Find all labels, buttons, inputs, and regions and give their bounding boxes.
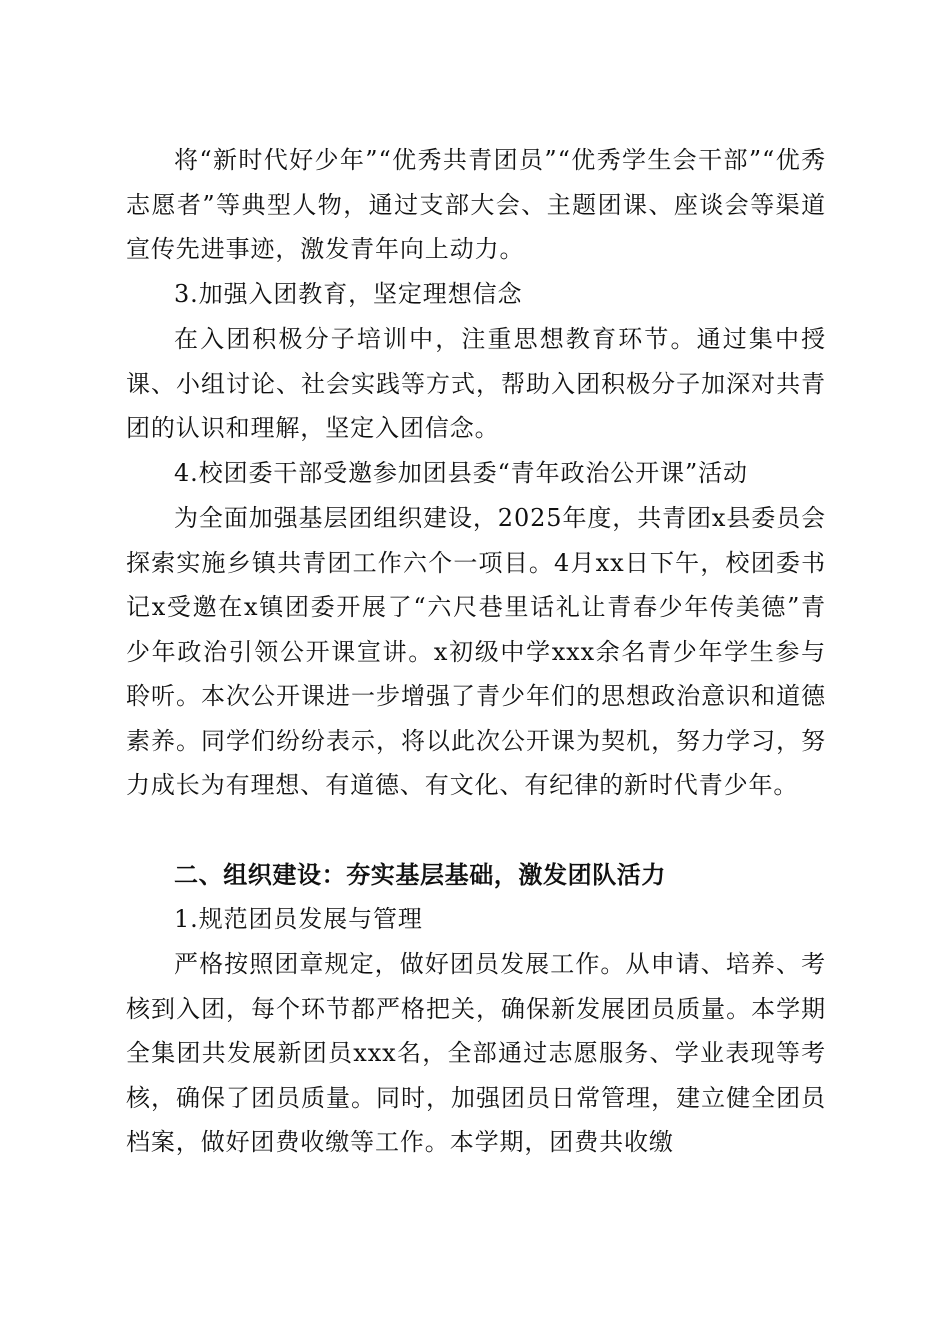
subheading-3: 3.加强入团教育，坚定理想信念 bbox=[174, 280, 523, 308]
section-heading-2: 二、组织建设：夯实基层基础，激发团队活力 bbox=[174, 861, 666, 889]
subheading-1: 1.规范团员发展与管理 bbox=[174, 905, 423, 933]
paragraph-member-management: 严格按照团章规定，做好团员发展工作。从申请、培养、考核到入团，每个环节都严格把关，确保新发展团员质量。本学期全集团共发展新团员xxx名，全部通过志愿服务、学业表现等考核，确保了团员质量。同时，加强团员日常管理，建立健全团员档案，做好团费收缴等工作。本学期，团费共收缴 bbox=[126, 950, 826, 1156]
subheading-4: 4.校团委干部受邀参加团县委“青年政治公开课”活动 bbox=[174, 459, 748, 487]
paragraph-open-class: 为全面加强基层团组织建设，2025年度，共青团x县委员会探索实施乡镇共青团工作六个一项目。4月xx日下午，校团委书记x受邀在x镇团委开展了“六尺巷里话礼让青春少年传美德”青少年政治引领公开课宣讲。x初级中学xxx余名青少年学生参与聆听。本次公开课进一步增强了青少年们的思想政治意识和道德素养。同学们纷纷表示，将以此次公开课为契机，努力学习，努力成长为有理想、有道德、有文化、有纪律的新时代青少年。 bbox=[126, 504, 826, 799]
paragraph-admission-education: 在入团积极分子培训中，注重思想教育环节。通过集中授课、小组讨论、社会实践等方式，帮助入团积极分子加深对共青团的认识和理解，坚定入团信念。 bbox=[126, 325, 826, 442]
paragraph-typical-figures: 将“新时代好少年”“优秀共青团员”“优秀学生会干部”“优秀志愿者”等典型人物，通过支部大会、主题团课、座谈会等渠道宣传先进事迹，激发青年向上动力。 bbox=[126, 146, 826, 263]
